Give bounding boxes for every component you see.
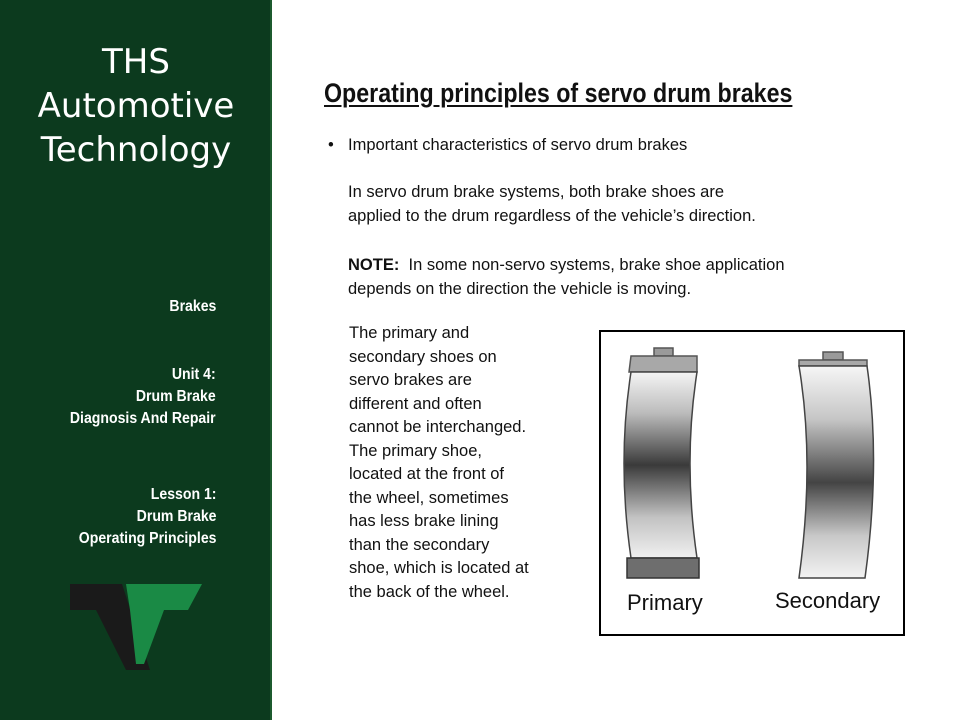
note-paragraph	[348, 253, 785, 301]
bullet-text: Important characteristics of servo drum brakes	[348, 136, 688, 154]
brand-line: Automotive	[37, 86, 235, 127]
secondary-label: Secondary	[775, 588, 881, 613]
primary-shoe	[624, 348, 699, 578]
note-label: NOTE:	[348, 256, 400, 274]
logo-green-part	[126, 584, 202, 664]
shoe-description: The primary and secondary shoes on servo brakes are different and often cannot be interchanged. The primary shoe, located at the front of the wheel, sometimes has less brake lining than the secondary shoe, which is located at the back of the wheel.	[349, 324, 529, 601]
sidebar	[0, 0, 272, 720]
brand-line: THS	[102, 42, 170, 82]
unit-label: Unit 4: Drum Brake Diagnosis And Repair	[70, 366, 216, 427]
brake-shoe-figure	[599, 330, 905, 636]
ths-logo	[70, 582, 202, 670]
secondary-shoe	[799, 352, 874, 578]
bullet-dot: •	[328, 136, 334, 154]
brand-line: Technology	[40, 130, 232, 171]
primary-label: Primary	[627, 590, 703, 615]
lesson-label: Lesson 1: Drum Brake Operating Principles	[78, 486, 216, 547]
page-title: Operating principles of servo drum brakes	[324, 78, 793, 108]
brand-title	[0, 40, 272, 173]
bullet-item	[328, 136, 687, 155]
note-text-2: depends on the direction the vehicle is moving.	[348, 280, 692, 298]
paragraph-servo: In servo drum brake systems, both brake shoes are applied to the drum regardless of the vehicle’s direction.	[348, 183, 756, 225]
course-label: Brakes	[169, 298, 216, 315]
note-text-1: In some non-servo systems, brake shoe application	[408, 256, 785, 274]
